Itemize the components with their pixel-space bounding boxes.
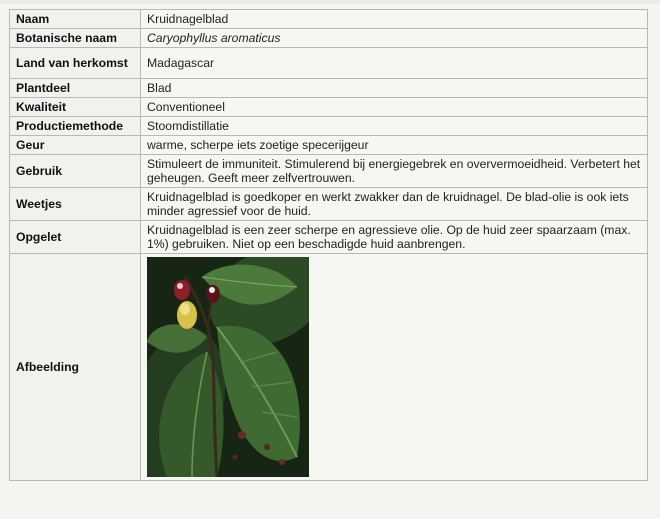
row-plantdeel — [10, 79, 648, 98]
plant-info-table — [9, 9, 648, 481]
label-botanische-naam: Botanische naam — [10, 29, 141, 48]
value-gebruik: Stimuleert de immuniteit. Stimulerend bij energiegebrek en oververmoeidheid. Verbetert het geheugen. Geeft meer zelfvertrouwen. — [141, 155, 648, 188]
label-land-van-herkomst: Land van herkomst — [10, 48, 141, 79]
value-kwaliteit: Conventioneel — [141, 98, 648, 117]
row-gebruik — [10, 155, 648, 188]
value-afbeelding — [141, 254, 648, 481]
value-botanische-naam-cell — [141, 29, 648, 48]
row-botanische-naam — [10, 29, 648, 48]
row-kwaliteit — [10, 98, 648, 117]
value-opgelet: Kruidnagelblad is een zeer scherpe en agressieve olie. Op de huid zeer spaarzaam (max. 1%) gebruiken. Niet op een beschadigde huid aanbrengen. — [141, 221, 648, 254]
label-opgelet: Opgelet — [10, 221, 141, 254]
value-weetjes: Kruidnagelblad is goedkoper en werkt zwakker dan de kruidnagel. De blad-olie is ook iets minder agressief voor de huid. — [141, 188, 648, 221]
value-plantdeel: Blad — [141, 79, 648, 98]
row-opgelet — [10, 221, 648, 254]
label-naam: Naam — [10, 10, 141, 29]
label-kwaliteit: Kwaliteit — [10, 98, 141, 117]
value-land-van-herkomst: Madagascar — [141, 48, 648, 79]
label-gebruik: Gebruik — [10, 155, 141, 188]
row-afbeelding — [10, 254, 648, 481]
value-geur: warme, scherpe iets zoetige specerijgeur — [141, 136, 648, 155]
label-plantdeel: Plantdeel — [10, 79, 141, 98]
value-naam: Kruidnagelblad — [141, 10, 648, 29]
value-productiemethode: Stoomdistillatie — [141, 117, 648, 136]
row-geur — [10, 136, 648, 155]
label-weetjes: Weetjes — [10, 188, 141, 221]
row-naam — [10, 10, 648, 29]
page-top-edge — [0, 0, 660, 4]
label-productiemethode: Productiemethode — [10, 117, 141, 136]
label-geur: Geur — [10, 136, 141, 155]
row-land-van-herkomst — [10, 48, 648, 79]
label-afbeelding: Afbeelding — [10, 254, 141, 481]
clove-leaf-photo — [147, 257, 309, 477]
row-productiemethode — [10, 117, 648, 136]
value-botanische-naam: Caryophyllus aromaticus — [147, 31, 281, 45]
row-weetjes — [10, 188, 648, 221]
